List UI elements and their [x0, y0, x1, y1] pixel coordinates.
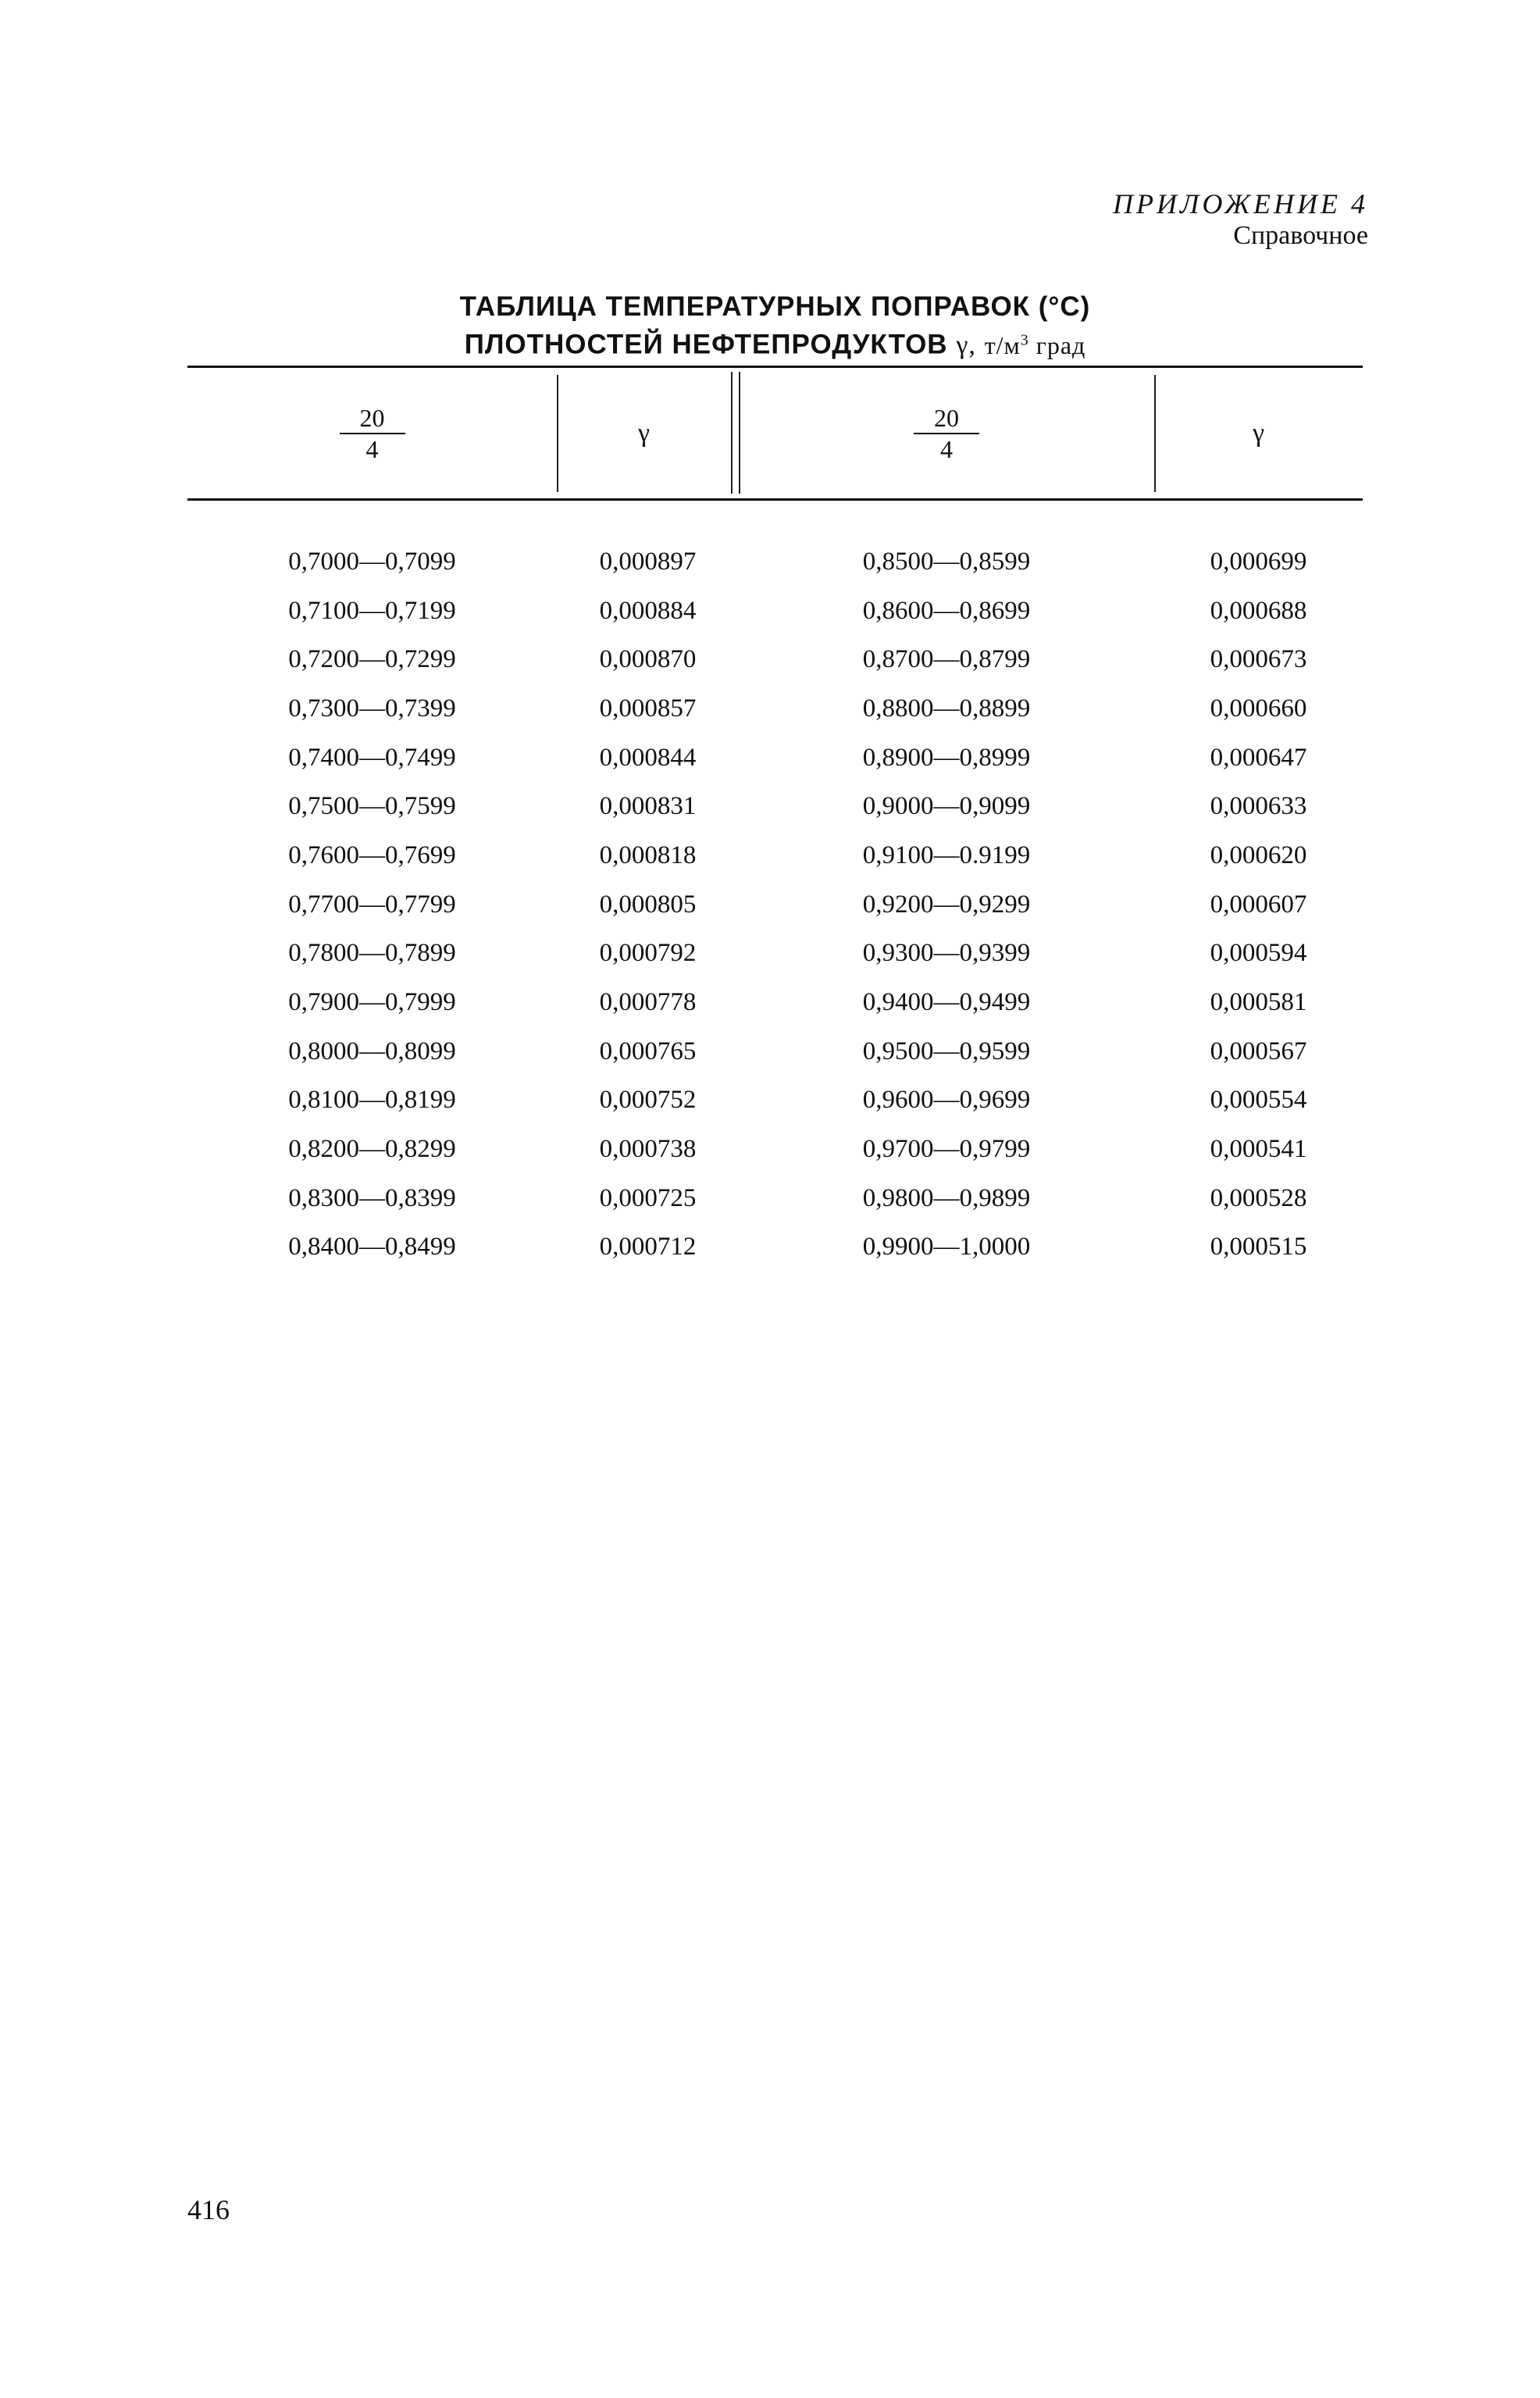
gamma-header: γ — [1252, 419, 1265, 448]
density-range-cell: 0,9800—0,9899 — [862, 1183, 1031, 1212]
table-row — [187, 880, 1363, 930]
table-row — [187, 1223, 1363, 1272]
column-divider — [731, 372, 733, 494]
density-range-cell: 0,8300—0,8399 — [288, 1183, 456, 1212]
gamma-cell: 0,000633 — [1210, 792, 1307, 821]
table-row — [187, 782, 1363, 831]
density-range-cell: 0,8700—0,8799 — [862, 645, 1031, 674]
gamma-cell: 0,000738 — [599, 1135, 697, 1164]
density-range-cell: 0,9500—0,9599 — [862, 1037, 1031, 1065]
table-row — [187, 537, 1363, 587]
table-title-text: ПЛОТНОСТЕЙ НЕФТЕПРОДУКТОВ — [464, 329, 948, 360]
density-range-cell: 0,7600—0,7699 — [288, 840, 456, 869]
units-prefix: т/м — [984, 330, 1021, 359]
density-range-cell: 0,9000—0,9099 — [862, 792, 1031, 821]
gamma-cell: 0,000818 — [599, 840, 697, 869]
density-range-cell: 0,8900—0,8999 — [862, 743, 1031, 772]
fraction-denominator: 4 — [365, 435, 379, 463]
table-title-line-2 — [187, 323, 1363, 362]
table-row — [187, 733, 1363, 783]
header-gamma-right — [1154, 391, 1363, 476]
table-row — [187, 684, 1363, 733]
gamma-cell: 0,000528 — [1210, 1183, 1307, 1212]
density-range-cell: 0,9400—0,9499 — [862, 988, 1031, 1017]
density-range-cell: 0,7300—0,7399 — [288, 694, 456, 723]
gamma-cell: 0,000857 — [599, 694, 697, 723]
table-title — [187, 291, 1363, 362]
gamma-cell: 0,000897 — [599, 547, 697, 576]
density-range-cell: 0,8600—0,8699 — [862, 596, 1031, 625]
gamma-cell: 0,000688 — [1210, 596, 1307, 625]
density-range-cell: 0,7700—0,7799 — [288, 890, 456, 919]
gamma-symbol: γ, — [956, 330, 976, 360]
gamma-cell: 0,000870 — [599, 645, 697, 674]
gamma-cell: 0,000620 — [1210, 840, 1307, 869]
density-range-cell: 0,9600—0,9699 — [862, 1086, 1031, 1115]
gamma-cell: 0,000673 — [1210, 645, 1307, 674]
density-range-cell: 0,9900—1,0000 — [862, 1233, 1031, 1261]
table-row — [187, 1027, 1363, 1076]
table-row — [187, 1174, 1363, 1223]
gamma-cell: 0,000884 — [599, 596, 697, 625]
density-range-cell: 0,7000—0,7099 — [288, 547, 456, 576]
gamma-cell: 0,000699 — [1210, 547, 1307, 576]
gamma-cell: 0,000844 — [599, 743, 697, 772]
density-range-cell: 0,8800—0,8899 — [862, 694, 1031, 723]
fraction-denominator: 4 — [940, 435, 953, 463]
correction-table — [187, 537, 1363, 1272]
density-range-cell: 0,7100—0,7199 — [288, 596, 456, 625]
table-row — [187, 1076, 1363, 1126]
density-range-cell: 0,7500—0,7599 — [288, 792, 456, 821]
appendix-title: ПРИЛОЖЕНИЕ 4 — [1113, 188, 1368, 219]
table-row — [187, 831, 1363, 880]
appendix-subtitle: Справочное — [1233, 221, 1368, 250]
gamma-cell: 0,000554 — [1210, 1086, 1307, 1115]
gamma-cell: 0,000607 — [1210, 890, 1307, 919]
table-top-rule — [187, 366, 1363, 368]
density-range-cell: 0,7200—0,7299 — [288, 645, 456, 674]
gamma-cell: 0,000792 — [599, 939, 697, 968]
header-density-left — [187, 391, 557, 476]
gamma-cell: 0,000805 — [599, 890, 697, 919]
page-number: 416 — [187, 2194, 230, 2225]
density-range-cell: 0,9200—0,9299 — [862, 890, 1031, 919]
table-row — [187, 635, 1363, 684]
gamma-cell: 0,000725 — [599, 1183, 697, 1212]
units-label — [985, 331, 1086, 359]
density-range-cell: 0,8000—0,8099 — [288, 1037, 456, 1065]
appendix-heading — [1113, 187, 1368, 252]
gamma-cell: 0,000647 — [1210, 743, 1307, 772]
fraction — [914, 403, 979, 464]
density-range-cell: 0,8400—0,8499 — [288, 1233, 456, 1261]
gamma-cell: 0,000581 — [1210, 988, 1307, 1017]
gamma-cell: 0,000831 — [599, 792, 697, 821]
gamma-cell: 0,000567 — [1210, 1037, 1307, 1065]
units-superscript: 3 — [1020, 331, 1029, 348]
gamma-cell: 0,000660 — [1210, 694, 1307, 723]
header-gamma-left — [557, 391, 731, 476]
density-range-cell: 0,8500—0,8599 — [862, 547, 1031, 576]
density-range-cell: 0,7900—0,7999 — [288, 988, 456, 1017]
gamma-cell: 0,000778 — [599, 988, 697, 1017]
units-suffix: град — [1036, 330, 1086, 359]
table-row — [187, 1125, 1363, 1174]
table-title-line-1: ТАБЛИЦА ТЕМПЕРАТУРНЫХ ПОПРАВОК (°С) — [459, 291, 1091, 322]
fraction — [340, 403, 405, 464]
fraction-numerator: 20 — [340, 403, 405, 434]
gamma-cell: 0,000594 — [1210, 939, 1307, 968]
gamma-cell: 0,000541 — [1210, 1135, 1307, 1164]
header-bottom-rule — [187, 498, 1363, 501]
table-row — [187, 978, 1363, 1027]
gamma-cell: 0,000712 — [599, 1233, 697, 1261]
header-density-right — [739, 391, 1154, 476]
density-range-cell: 0,8200—0,8299 — [288, 1135, 456, 1164]
fraction-numerator: 20 — [914, 403, 979, 434]
gamma-header: γ — [637, 419, 651, 448]
density-range-cell: 0,8100—0,8199 — [288, 1086, 456, 1115]
gamma-cell: 0,000515 — [1210, 1233, 1307, 1261]
density-range-cell: 0,7800—0,7899 — [288, 939, 456, 968]
gamma-cell: 0,000765 — [599, 1037, 697, 1065]
gamma-cell: 0,000752 — [599, 1086, 697, 1115]
density-range-cell: 0,9100—0.9199 — [862, 840, 1031, 869]
density-range-cell: 0,7400—0,7499 — [288, 743, 456, 772]
density-range-cell: 0,9300—0,9399 — [862, 939, 1031, 968]
table-row — [187, 930, 1363, 979]
table-row — [187, 587, 1363, 636]
density-range-cell: 0,9700—0,9799 — [862, 1135, 1031, 1164]
